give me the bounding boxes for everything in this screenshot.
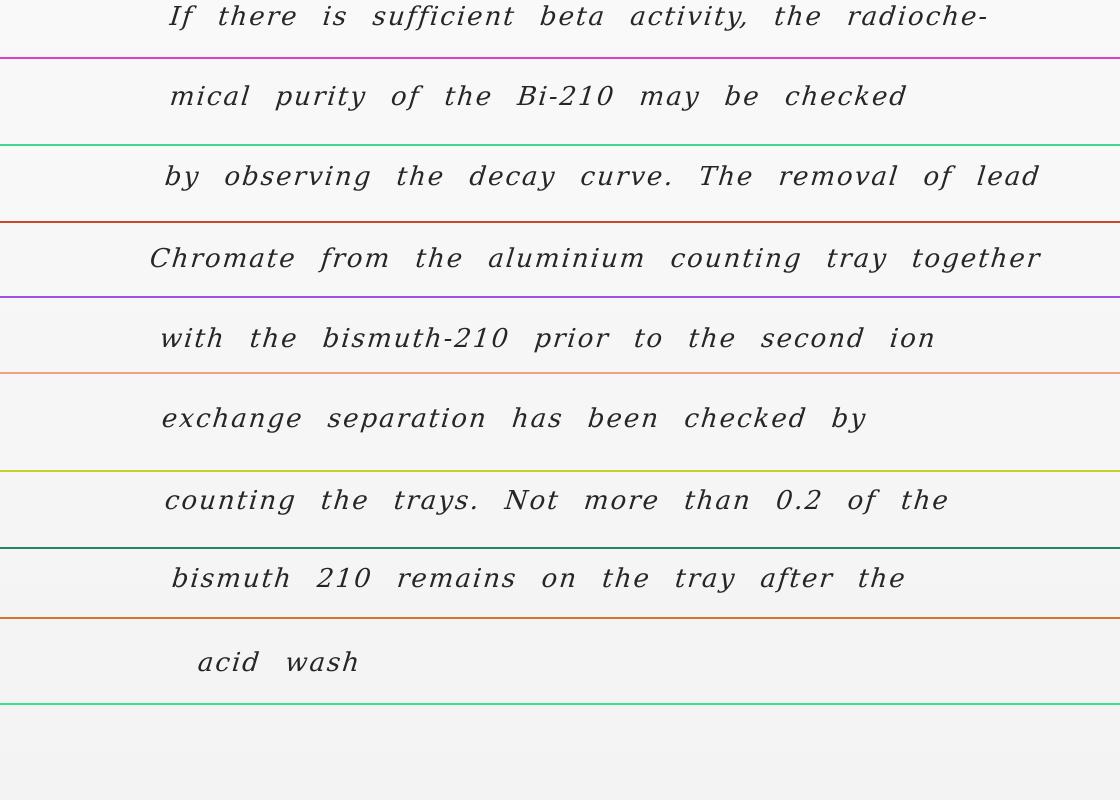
text-line-7: counting the trays. Not more than 0.2 of the [163,486,952,516]
text-line-3: by observing the decay curve. The removal of lead [163,162,1043,192]
text-line-4: Chromate from the aluminium counting tray together [148,244,1043,274]
ruled-line-2 [0,144,1120,146]
text-line-5: with the bismuth-210 prior to the second ion [158,324,939,354]
text-line-8: bismuth 210 remains on the tray after the [170,564,909,594]
ruled-line-1 [0,57,1120,59]
ruled-line-8 [0,617,1120,619]
ruled-line-7 [0,547,1120,549]
ruled-line-5 [0,372,1120,374]
ruled-line-4 [0,296,1120,298]
text-line-1: If there is sufficient beta activity, the radioche- [168,2,991,32]
ruled-line-3 [0,221,1120,223]
text-line-6: exchange separation has been checked by [160,404,869,434]
ruled-line-9 [0,703,1120,705]
text-line-9: acid wash [196,648,363,678]
text-line-2: mical purity of the Bi-210 may be checked [168,82,910,112]
ruled-line-6 [0,470,1120,472]
